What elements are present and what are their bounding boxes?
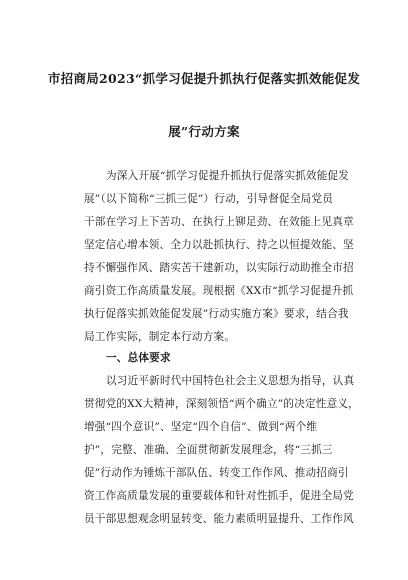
document-title-line-2: 展”行动方案: [168, 124, 240, 139]
section-line: 资工作高质量发展的重要载体和针对性抓手，促进全局党: [84, 490, 354, 502]
section-line: 员干部思想观念明显转变、能力素质明显提升、工作作风: [84, 513, 354, 525]
document-title-line-1: 市招商局2023“抓学习促提升抓执行促落实抓效能促发: [47, 71, 361, 86]
section-line: 护”，完整、准确、全面贯彻新发展理念，将“三抓三: [84, 444, 333, 456]
intro-line: 干部在学习上下苦功、在执行上铆足劲、在效能上见真章: [84, 216, 354, 228]
intro-line: 坚定信心增本领、全力以赴抓执行、持之以恒提效能、坚: [84, 239, 354, 251]
intro-line: 为深入开展“抓学习促提升抓执行促落实抓效能促发: [106, 170, 350, 182]
section-line: 增强“四个意识”、坚定“四个自信”、做到“两个维: [84, 421, 318, 433]
section-line: 促”行动作为锤炼干部队伍、转变工作作风、推动招商引: [84, 467, 349, 479]
section-line: 以习近平新时代中国特色社会主义思想为指导，认真: [106, 375, 355, 387]
section-heading: 一、总体要求: [106, 352, 171, 364]
intro-line: 执行促落实抓效能促发展”行动实施方案》要求，结合我: [84, 308, 349, 320]
section-line: 贯彻党的XX大精神，深刻领悟“两个确立”的决定性意义，: [84, 398, 359, 410]
intro-line: 商引资工作高质量发展。现根据《XX市“抓学习促提升抓: [84, 285, 354, 297]
intro-line: 局工作实际，制定本行动方案。: [84, 331, 236, 343]
intro-line: 持不懈强作风、踏实苦干建新功，以实际行动助推全市招: [84, 262, 354, 274]
intro-line: 展”（以下简称“三抓三促”）行动，引导督促全局党员: [84, 193, 334, 205]
